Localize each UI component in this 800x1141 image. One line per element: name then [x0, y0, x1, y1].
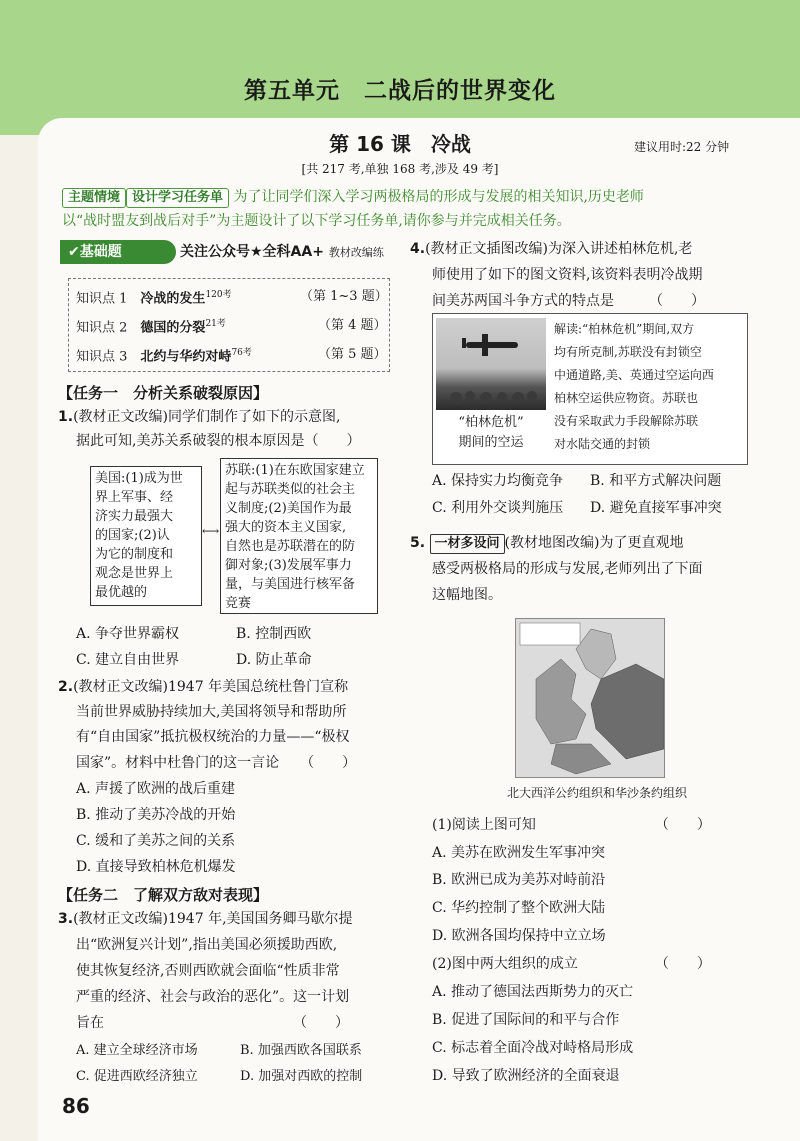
unit-title: 第五单元 二战后的世界变化: [244, 78, 556, 104]
task-2-heading: 【任务二 了解双方敌对表现】: [58, 886, 269, 904]
q3-stem: 严重的经济、社会与政治的恶化”。这一计划: [76, 989, 350, 1005]
option[interactable]: C. 标志着全面冷战对峙格局形成: [432, 1040, 634, 1056]
option[interactable]: B. 欧洲已成为美苏对峙前沿: [432, 872, 606, 888]
double-arrow-icon: ⟷: [202, 524, 220, 538]
map-shapes: [516, 619, 664, 777]
option[interactable]: A. 建立全球经济市场: [76, 1043, 198, 1058]
q5-sub-1: (1)阅读上图可知 （ ）: [432, 817, 711, 833]
option[interactable]: D. 加强对西欧的控制: [240, 1069, 363, 1084]
map-caption: 北大西洋公约组织和华沙条约组织: [506, 786, 687, 800]
q5-stem: 感受两极格局的形成与发展,老师列出了下面: [432, 561, 703, 577]
q1-stem-1: 1.(教材正文改编)同学们制作了如下的示意图,: [58, 409, 341, 425]
q2-stem: 当前世界威胁持续加大,美国将领导和帮助所: [76, 704, 347, 720]
lesson-title: 第 16 课 冷战: [329, 132, 471, 156]
follow-text: 关注公众号★全科AA+ 教材改编练: [180, 244, 384, 260]
ussr-box: 苏联:(1)在东欧国家建立 起与苏联类似的社会主 义制度;(2)美国作为最 强大的资本主义国家, 自然也是苏联潜在的防 御对象;(3)发展军事力 量，与美国进行核军备 竞赛: [220, 458, 378, 614]
option[interactable]: A. 声援了欧洲的战后重建: [76, 781, 236, 797]
europe-map: [515, 618, 665, 778]
q3-stem-1: 3.(教材正文改编)1947 年,美国国务卿马歇尔提: [58, 911, 353, 927]
q2-stem: 国家”。材料中杜鲁门的这一言论 （ ）: [76, 755, 357, 771]
q1-stem-2: 据此可知,美苏关系破裂的根本原因是（ ）: [76, 433, 361, 449]
option[interactable]: C. 促进西欧经济独立: [76, 1069, 198, 1084]
option[interactable]: C. 缓和了美苏之间的关系: [76, 833, 236, 849]
theme-text-2: 以“战时盟友到战后对手”为主题设计了以下学习任务单,请你参与并完成相关任务。: [62, 213, 571, 229]
theme-text-1: 为了让同学们深入学习两极格局的形成与发展的相关知识,历史老师: [233, 189, 644, 205]
option[interactable]: C. 华约控制了整个欧洲大陆: [432, 900, 606, 916]
option[interactable]: D. 直接导致柏林危机爆发: [76, 859, 236, 875]
q5-sub-2: (2)图中两大组织的成立 （ ）: [432, 956, 711, 972]
unit-banner: [0, 0, 800, 135]
option[interactable]: D. 导致了欧洲经济的全面衰退: [432, 1068, 620, 1084]
q3-stem: 使其恢复经济,否则西欧就会面临“性质非常: [76, 963, 340, 979]
basic-badge: ✔基础题: [60, 240, 176, 264]
task-1-heading: 【任务一 分析关系破裂原因】: [58, 384, 269, 402]
theme-line-1: [62, 188, 644, 208]
option[interactable]: D. 防止革命: [236, 652, 312, 668]
option[interactable]: C. 利用外交谈判施压: [432, 500, 564, 516]
knowledge-range: （第 4 题）: [318, 318, 387, 333]
option[interactable]: D. 欧洲各国均保持中立立场: [432, 928, 606, 944]
q5-stem: 这幅地图。: [432, 587, 502, 603]
option[interactable]: A. 争夺世界霸权: [76, 626, 180, 642]
q5-stem-1: 5. 一材多设问 (教材地图改编)为了更直观地: [410, 534, 683, 554]
knowledge-range: （第 5 题）: [318, 347, 387, 362]
suggested-time: 建议用时:22 分钟: [634, 140, 730, 154]
option[interactable]: B. 和平方式解决问题: [590, 473, 722, 489]
q4-stem: 师使用了如下的图文资料,该资料表明冷战期: [432, 267, 703, 283]
q2-stem-1: 2.(教材正文改编)1947 年美国总统杜鲁门宣称: [58, 679, 349, 695]
option[interactable]: D. 避免直接军事冲突: [590, 500, 722, 516]
page-number: 86: [62, 1094, 90, 1118]
photo-caption-1: “柏林危机”: [458, 415, 524, 430]
theme-tag: 主题情境: [62, 188, 126, 208]
knowledge-range: （第 1~3 题）: [300, 289, 388, 304]
option[interactable]: A. 美苏在欧洲发生军事冲突: [432, 845, 606, 861]
q2-stem: 有“自由国家”抵抗极权统治的力量——“极权: [76, 729, 350, 745]
airlift-photo: [436, 318, 546, 410]
q3-stem: 旨在 （ ）: [76, 1015, 349, 1031]
multi-question-tag: 一材多设问: [430, 534, 505, 554]
task-tag: 设计学习任务单: [126, 188, 229, 208]
option[interactable]: B. 加强西欧各国联系: [240, 1043, 362, 1058]
photo-caption-2: 期间的空运: [458, 435, 524, 450]
airplane-icon: [436, 318, 546, 410]
option[interactable]: B. 控制西欧: [236, 626, 312, 642]
option[interactable]: C. 建立自由世界: [76, 652, 180, 668]
option[interactable]: A. 保持实力均衡竞争: [432, 473, 564, 489]
knowledge-item: 知识点 1 冷战的发生$^{120考}$: [76, 290, 232, 307]
knowledge-item: 知识点 3 北约与华约对峙$^{76考}$: [76, 348, 252, 365]
option[interactable]: B. 促进了国际间的和平与合作: [432, 1012, 620, 1028]
us-box: 美国:(1)成为世 界上军事、经 济实力最强大 的国家;(2)认 为它的制度和 观念是世界上 最优越的: [90, 466, 202, 606]
exam-stats: [共 217 考,单独 168 考,涉及 49 考]: [301, 162, 499, 176]
option[interactable]: B. 推动了美苏冷战的开始: [76, 807, 236, 823]
q4-stem-1: 4.(教材正文插图改编)为深入讲述柏林危机,老: [410, 241, 693, 257]
option[interactable]: A. 推动了德国法西斯势力的灭亡: [432, 984, 634, 1000]
q3-stem: 出“欧洲复兴计划”,指出美国必须援助西欧,: [76, 937, 338, 953]
knowledge-item: 知识点 2 德国的分裂$^{21考}$: [76, 319, 226, 336]
explanation: 解读:“柏林危机”期间,双方 均有所克制,苏联没有封锁空 中通道路,美、英通过空运向西 柏林空运供应物资。苏联也 没有采取武力手段解除苏联 对水陆交通的封锁: [554, 322, 714, 451]
q4-stem: 间美苏两国斗争方式的特点是 （ ）: [432, 293, 705, 309]
